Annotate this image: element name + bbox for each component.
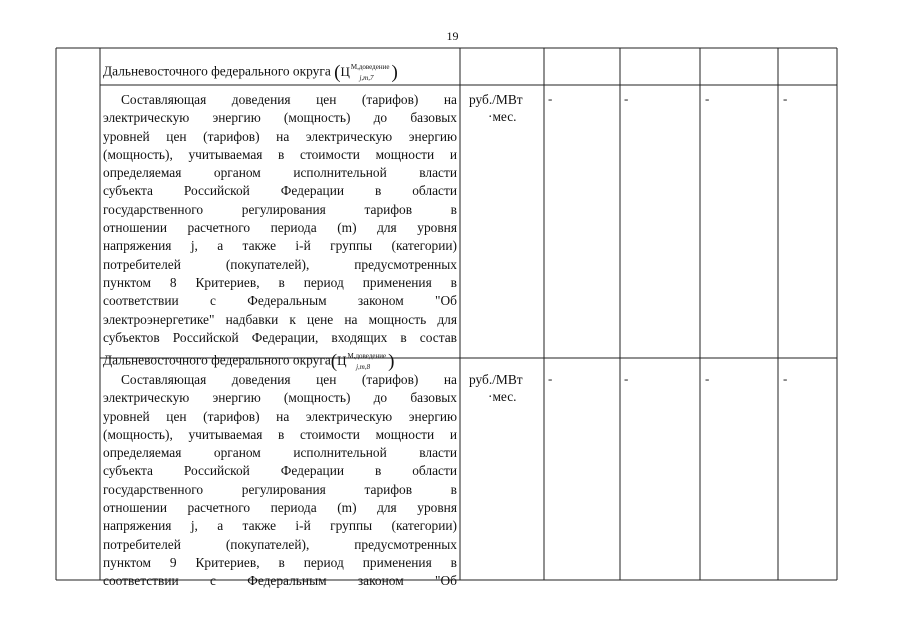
description-line: Составляющая доведения цен (тарифов) на (121, 92, 457, 107)
row1-description (103, 91, 457, 376)
description-line: электрическую энергию (мощность) до базовых (103, 390, 457, 406)
description-line: соответствии с Федеральным законом "Об (103, 293, 457, 309)
description-line: государственного регулирования тарифов в (103, 481, 457, 497)
row0-text: Дальневосточного федерального округа (103, 63, 331, 79)
row1-value-4: - (783, 91, 788, 106)
row2-unit-line1: руб./МВт (469, 372, 523, 387)
row1-unit-line1: руб./МВт (469, 92, 523, 107)
row2-unit (469, 371, 523, 405)
formula-sup: М,доведение (347, 352, 387, 361)
description-line: соответствии с Федеральным законом "Об (103, 573, 457, 589)
description-line: субъекта Российской Федерации в области (103, 463, 457, 479)
description-line: электроэнергетике" надбавки к цене на мощность для (103, 311, 457, 327)
row2-value-4: - (783, 371, 788, 386)
row1-unit-line2: ·мес. (488, 109, 517, 124)
description-line: государственного регулирования тарифов в (103, 201, 457, 217)
formula-main: Ц (337, 353, 347, 369)
row1-unit (469, 91, 523, 125)
formula-sub: j,m,8 (356, 363, 371, 372)
description-line: (мощность), учитываемая в стоимости мощности и (103, 146, 457, 162)
row2-unit-line2: ·мес. (488, 389, 517, 404)
description-line: (мощность), учитываемая в стоимости мощности и (103, 426, 457, 442)
row2-description (103, 371, 457, 591)
description-line: напряжения j, а также i-й группы (категории) (103, 518, 457, 534)
description-line: электрическую энергию (мощность) до базовых (103, 110, 457, 126)
description-line: отношении расчетного периода (m) для уровня (103, 220, 457, 236)
row0-description (103, 58, 457, 87)
row0-formula-sup: М,доведение (350, 63, 390, 71)
description-line: пунктом 9 Критериев, в период применения в (103, 554, 457, 570)
row1-value-1: - (548, 91, 553, 106)
description-line: определяемая органом исполнительной власти (103, 445, 457, 461)
row0-formula-sub: j,m,7 (359, 74, 374, 82)
description-line: отношении расчетного периода (m) для уровня (103, 500, 457, 516)
description-line: потребителей (покупателей), предусмотренных (103, 256, 457, 272)
row2-value-1: - (548, 371, 553, 386)
row2-value-3: - (705, 371, 710, 386)
row2-value-2: - (624, 371, 629, 386)
description-line: субъекта Российской Федерации в области (103, 183, 457, 199)
description-line: определяемая органом исполнительной власти (103, 165, 457, 181)
description-line: уровней цен (тарифов) на электрическую энергию (103, 128, 457, 144)
description-line-text: Дальневосточного федерального округа (103, 352, 331, 368)
description-line: потребителей (покупателей), предусмотренных (103, 536, 457, 552)
page-number: 19 (446, 29, 459, 43)
row1-value-2: - (624, 91, 629, 106)
row1-value-3: - (705, 91, 710, 106)
description-line: напряжения j, а также i-й группы (категории) (103, 238, 457, 254)
description-line: субъектов Российской Федерации, входящих в состав (103, 329, 457, 345)
row0-formula-main: Ц (340, 64, 350, 79)
row1-formula: ($Ц^{М,доведение}_{j,m,8}$ ) (330, 351, 395, 373)
description-line: пунктом 8 Критериев, в период применения в (103, 274, 457, 290)
description-line: Составляющая доведения цен (тарифов) на (121, 372, 457, 387)
row0-formula: ($Ц^{М,доведение}_{j,m,7}$ ) (334, 62, 398, 83)
description-line: уровней цен (тарифов) на электрическую энергию (103, 408, 457, 424)
